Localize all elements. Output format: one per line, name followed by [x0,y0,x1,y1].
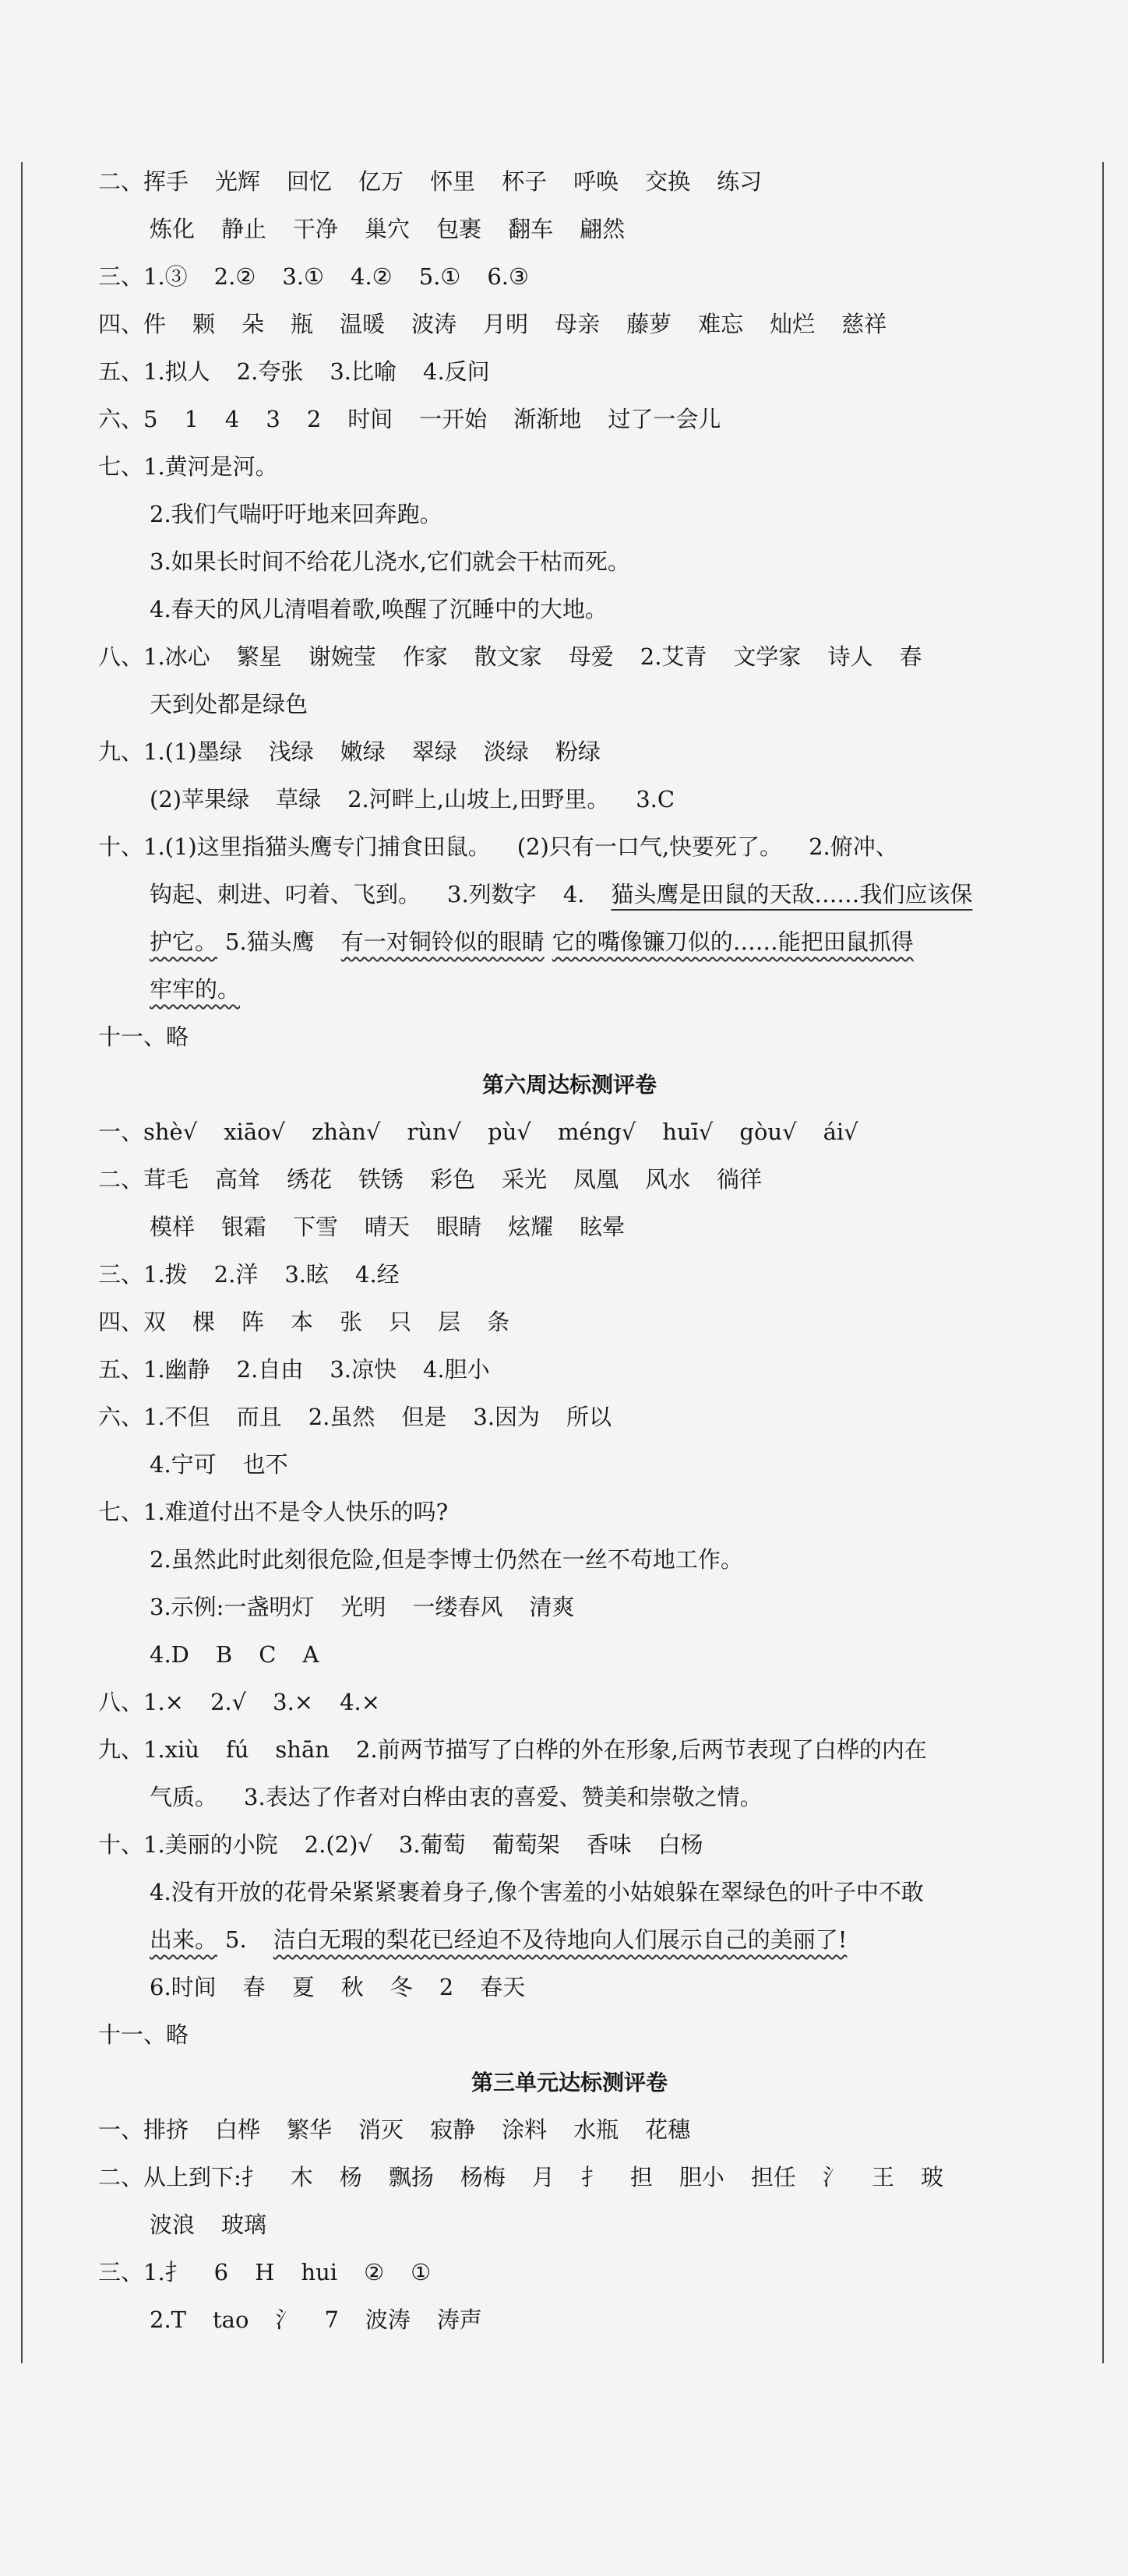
answer-token: 眩晕 [580,1214,626,1240]
answer-token: 嫩绿 [340,738,386,765]
answer-token: 3.列数字 [447,881,537,907]
answer-token: 五、1.拟人 [98,358,210,385]
answer-token: 氵 [822,2164,845,2190]
answer-token: 消灭 [358,2116,404,2143]
left-margin-rule [21,162,23,2363]
answer-token: 杨 [339,2164,362,2190]
answer-token: 5. [225,1926,247,1953]
answer-token: 翩然 [580,216,626,242]
answer-token: 十、1.美丽的小院 [98,1831,278,1858]
answer-token: 张 [340,1309,363,1335]
answer-token: rùn√ [407,1119,462,1145]
answer-line [98,1631,1041,1679]
answer-token: 过了一会儿 [608,406,721,432]
answer-token: 七、1.黄河是河。 [98,453,278,480]
answer-token: 包裹 [436,216,482,242]
answer-token: 藤萝 [626,311,672,337]
answer-token: 3.① [282,263,325,290]
answer-token: 天到处都是绿色 [150,691,308,717]
answer-token: 一开始 [419,406,488,432]
answer-token: zhàn√ [312,1119,381,1145]
answer-token: 水瓶 [573,2116,619,2143]
answer-token: 3 [266,406,280,432]
answer-token: 采光 [502,1166,548,1193]
answer-token: 炼化 [150,216,196,242]
answer-token: B [215,1641,233,1668]
answer-token: fú [225,1736,249,1763]
answer-token: 六、5 [98,406,158,432]
answer-line [98,681,1041,728]
answer-line [98,823,1041,871]
answer-token: 灿烂 [770,311,816,337]
answer-token: 2.前两节描写了白桦的外在形象,后两节表现了白桦的内在 [355,1736,927,1763]
answer-token: 飘扬 [388,2164,434,2190]
answer-token: 翠绿 [411,738,457,765]
answer-token: 4.经 [355,1261,400,1288]
answer-token: C [259,1641,277,1668]
answer-line [98,443,1041,491]
answer-token: 光明 [340,1594,386,1620]
answer-token: 3.× [273,1689,314,1715]
answer-token: 葡萄架 [492,1831,560,1858]
answer-line [98,633,1041,681]
answer-token: 6.③ [487,263,530,290]
answer-token: 繁星 [236,643,282,670]
answer-token: 它的嘴像镰刀似的……能把田鼠抓得 [552,929,914,955]
answer-token: 杯子 [502,168,548,195]
answer-line [98,776,1041,823]
answer-token: 花穗 [645,2116,691,2143]
answer-token: 第六周达标测评卷 [481,1072,657,1098]
answer-token: 木 [290,2164,313,2190]
answer-token: 炫耀 [508,1214,554,1240]
answer-line [98,918,1041,966]
answer-token: 3.如果长时间不给花儿浇水,它们就会干枯而死。 [150,548,630,575]
answer-line [98,586,1041,633]
answer-token: gòu√ [739,1119,797,1145]
answer-token: 一、shè√ [98,1119,198,1145]
answer-line [98,1156,1041,1203]
answer-token: 高耸 [215,1166,261,1193]
answer-token: 钩起、刺进、叼着、飞到。 [150,881,421,907]
answer-token: 4.② [351,263,393,290]
answer-token: 四、双 [98,1309,167,1335]
answer-token: 只 [389,1309,412,1335]
answer-line [98,538,1041,586]
answer-line [98,1679,1041,1726]
answer-token: 6.时间 [150,1974,217,2000]
answer-token: 二、茸毛 [98,1166,189,1193]
answer-token: 出来。 [150,1926,218,1953]
answer-token: 六、1.不但 [98,1404,210,1430]
answer-token: 洁白无瑕的梨花已经迫不及待地向人们展示自己的美丽了! [273,1926,848,1953]
answer-token: (2)苹果绿 [150,786,250,812]
answer-token: ② [364,2259,385,2285]
answer-line [98,1299,1041,1346]
answer-token: 杨梅 [460,2164,506,2190]
answer-line [98,871,1041,918]
answer-token: 母亲 [555,311,601,337]
answer-line [98,1251,1041,1299]
answer-line [98,1346,1041,1394]
answer-token: 涛声 [436,2306,482,2333]
answer-token: 草绿 [276,786,322,812]
answer-token: 白杨 [657,1831,703,1858]
answer-token: 凤凰 [573,1166,619,1193]
answer-token: 诗人 [827,643,873,670]
answer-line [98,966,1041,1013]
answer-token: 十一、略 [98,2021,189,2048]
answer-token: 眼睛 [436,1214,482,1240]
answer-line [98,1726,1041,1774]
answer-line [98,2011,1041,2059]
answer-token: hui [301,2259,338,2285]
answer-token: 4. [562,881,585,907]
answer-line [98,2249,1041,2296]
answer-token: 晴天 [365,1214,411,1240]
answer-token: 亿万 [358,168,404,195]
answer-token: 模样 [150,1214,196,1240]
answer-token: 4.春天的风儿清唱着歌,唤醒了沉睡中的大地。 [150,596,608,622]
answer-token: 也不 [242,1451,288,1478]
answer-token: 九、1.(1)墨绿 [98,738,242,765]
answer-token: 2.我们气喘吁吁地来回奔跑。 [150,501,442,527]
answer-token: 春天 [480,1974,526,2000]
answer-token: 温暖 [340,311,386,337]
answer-token: 十一、略 [98,1024,189,1050]
answer-token: 扌 [580,2164,604,2190]
answer-line [98,2154,1041,2201]
answer-token: 担任 [750,2164,796,2190]
answer-token: 1 [184,406,199,432]
answer-line [98,1441,1041,1489]
answer-token: 下雪 [293,1214,339,1240]
answer-token: 2.虽然此时此刻很危险,但是李博士仍然在一丝不苟地工作。 [150,1546,743,1573]
section-heading [98,1061,1041,1108]
answer-token: 十、1.(1)这里指猫头鹰专门捕食田鼠。 [98,833,491,860]
answer-token: 4.宁可 [150,1451,217,1478]
answer-line [98,1203,1041,1251]
answer-token: 3.C [636,786,675,812]
answer-token: 时间 [347,406,393,432]
answer-token: pù√ [488,1119,531,1145]
answer-token: 干净 [293,216,339,242]
answer-token: 春 [242,1974,266,2000]
answer-token: 四、件 [98,311,167,337]
answer-token: xiāo√ [224,1119,286,1145]
answer-line [98,2106,1041,2154]
answer-token: 繁华 [287,2116,333,2143]
answer-token: 寂静 [430,2116,476,2143]
answer-token: 护它。 [150,929,218,955]
answer-token: 所以 [566,1404,612,1430]
answer-token: 翻车 [508,216,554,242]
answer-token: 波浪 [150,2211,196,2238]
answer-token: méng√ [557,1119,636,1145]
answer-token: 静止 [221,216,267,242]
answer-line [98,1869,1041,1916]
answer-token: 3.葡萄 [398,1831,466,1858]
answer-line [98,1964,1041,2011]
answer-token: 三、1.拨 [98,1261,188,1288]
answer-token: ① [411,2259,432,2285]
answer-token: 涂料 [502,2116,548,2143]
answer-token: 八、1.冰心 [98,643,210,670]
answer-token: 2.自由 [236,1356,304,1383]
answer-token: 九、1.xiù [98,1736,199,1763]
answer-token: 谢婉莹 [308,643,376,670]
section-heading [98,2059,1041,2106]
answer-token: 呼唤 [573,168,619,195]
answer-token: 2 [439,1974,454,2000]
right-margin-rule [1102,162,1104,2363]
answer-line [98,301,1041,348]
answer-token: 5.① [418,263,461,290]
answer-token: 七、1.难道付出不是令人快乐的吗? [98,1499,449,1525]
answer-token: 2.② [213,263,256,290]
answer-token: 3.眩 [284,1261,330,1288]
answer-token: 巢穴 [365,216,411,242]
answer-line [98,1774,1041,1821]
answer-line [98,1108,1041,1156]
answer-token: 2.洋 [213,1261,259,1288]
answer-token: 练习 [717,168,763,195]
answer-token: 3.表达了作者对白桦由衷的喜爱、赞美和崇敬之情。 [244,1784,763,1810]
answer-token: 2.夸张 [236,358,304,385]
answer-line [98,728,1041,776]
answer-token: 氵 [275,2306,298,2333]
answer-token: 4.D [150,1641,189,1668]
answer-token: 2.√ [210,1689,247,1715]
answer-line [98,2201,1041,2249]
answer-token: 3.示例:一盏明灯 [150,1594,315,1620]
answer-token: 2.俯冲、 [809,833,898,860]
answer-token: A [302,1641,319,1668]
answer-token: H [255,2259,275,2285]
answer-token: 二、从上到下:扌 [98,2164,264,2190]
answer-token: 作家 [402,643,448,670]
answer-token: 绣花 [287,1166,333,1193]
answer-line [98,1489,1041,1536]
answer-token: 棵 [192,1309,216,1335]
answer-token: 香味 [586,1831,632,1858]
answer-token: 气质。 [150,1784,218,1810]
answer-token: 3.比喻 [330,358,397,385]
answer-token: 交换 [645,168,691,195]
answer-token: 光辉 [215,168,261,195]
answer-token: 浅绿 [268,738,314,765]
answer-token: 2.虽然 [308,1404,375,1430]
answer-token: 散文家 [474,643,542,670]
answer-token: 春 [899,643,922,670]
answer-token: 3.凉快 [330,1356,397,1383]
answer-token: 二、挥手 [98,168,189,195]
answer-token: 银霜 [221,1214,267,1240]
answer-line [98,1394,1041,1441]
answer-line [98,396,1041,443]
answer-token: 淡绿 [483,738,529,765]
answer-token: 五、1.幽静 [98,1356,210,1383]
answer-token: 风水 [645,1166,691,1193]
answer-token: 夏 [291,1974,315,2000]
answer-line [98,491,1041,538]
answer-token: 2.艾青 [640,643,707,670]
answer-token: 慈祥 [841,311,887,337]
answer-line [98,1821,1041,1869]
answer-line [98,1013,1041,1061]
answer-content [98,158,1041,2344]
answer-token: 文学家 [733,643,802,670]
answer-token: 波涛 [365,2306,411,2333]
answer-line [98,2296,1041,2344]
answer-token: tao [213,2306,249,2333]
answer-token: 白桦 [215,2116,261,2143]
answer-token: 一、排挤 [98,2116,189,2143]
answer-token: 但是 [401,1404,447,1430]
answer-token: 波涛 [411,311,457,337]
answer-token: huī√ [662,1119,714,1145]
answer-token: 本 [291,1309,314,1335]
answer-token: 瓶 [291,311,314,337]
answer-token: 4.胆小 [423,1356,490,1383]
answer-token: 颗 [192,311,216,337]
answer-token: 玻 [920,2164,943,2190]
answer-token: 三、1.③ [98,263,188,290]
answer-token: 月 [531,2164,555,2190]
answer-token: 6 [213,2259,229,2285]
answer-line [98,1584,1041,1631]
answer-token: 铁锈 [358,1166,404,1193]
answer-token: 2.河畔上,山坡上,田野里。 [347,786,610,812]
answer-token: 猫头鹰是田鼠的天敌……我们应该保 [611,881,973,907]
answer-token: 清爽 [529,1594,575,1620]
answer-token: 王 [871,2164,894,2190]
answer-line [98,1536,1041,1584]
answer-token: 胆小 [679,2164,724,2190]
answer-token: 4 [224,406,240,432]
answer-token: 彩色 [430,1166,476,1193]
answer-line [98,158,1041,206]
answer-token: 三、1.扌 [98,2259,188,2285]
answer-token: 4.没有开放的花骨朵紧紧裹着身子,像个害羞的小姑娘躲在翠绿色的叶子中不敢 [150,1879,924,1905]
answer-token: 月明 [483,311,529,337]
answer-token: 难忘 [698,311,744,337]
answer-line [98,348,1041,396]
answer-token: 2.(2)√ [304,1831,372,1858]
answer-token: 担 [629,2164,653,2190]
answer-line [98,1916,1041,1964]
answer-token: 玻璃 [221,2211,267,2238]
answer-token: 朵 [241,311,265,337]
answer-token: 4.反问 [423,358,490,385]
answer-token: 5.猫头鹰 [225,929,315,955]
answer-token: 条 [487,1309,510,1335]
answer-token: 7 [324,2306,339,2333]
answer-token: 4.× [340,1689,381,1715]
answer-token: 怀里 [430,168,476,195]
answer-token: 有一对铜铃似的眼睛 [340,929,545,955]
answer-token: 2 [306,406,322,432]
answer-token: 3.因为 [473,1404,541,1430]
answer-token: 层 [438,1309,461,1335]
answer-token: ái√ [823,1119,858,1145]
answer-token: 冬 [390,1974,413,2000]
answer-line [98,253,1041,301]
answer-token: shān [275,1736,330,1763]
answer-token: 母爱 [568,643,614,670]
answer-token: 徜徉 [717,1166,763,1193]
answer-token: (2)只有一口气,快要死了。 [516,833,783,860]
answer-token: 2.T [150,2306,187,2333]
answer-token: 牢牢的。 [150,976,241,1003]
answer-token: 渐渐地 [513,406,582,432]
answer-token: 秋 [340,1974,364,2000]
answer-line [98,206,1041,253]
answer-token: 第三单元达标测评卷 [471,2070,668,2095]
answer-token: 粉绿 [555,738,601,765]
answer-token: 一缕春风 [412,1594,503,1620]
answer-token: 八、1.× [98,1689,184,1715]
answer-token: 而且 [236,1404,282,1430]
answer-token: 阵 [241,1309,265,1335]
answer-token: 回忆 [287,168,333,195]
